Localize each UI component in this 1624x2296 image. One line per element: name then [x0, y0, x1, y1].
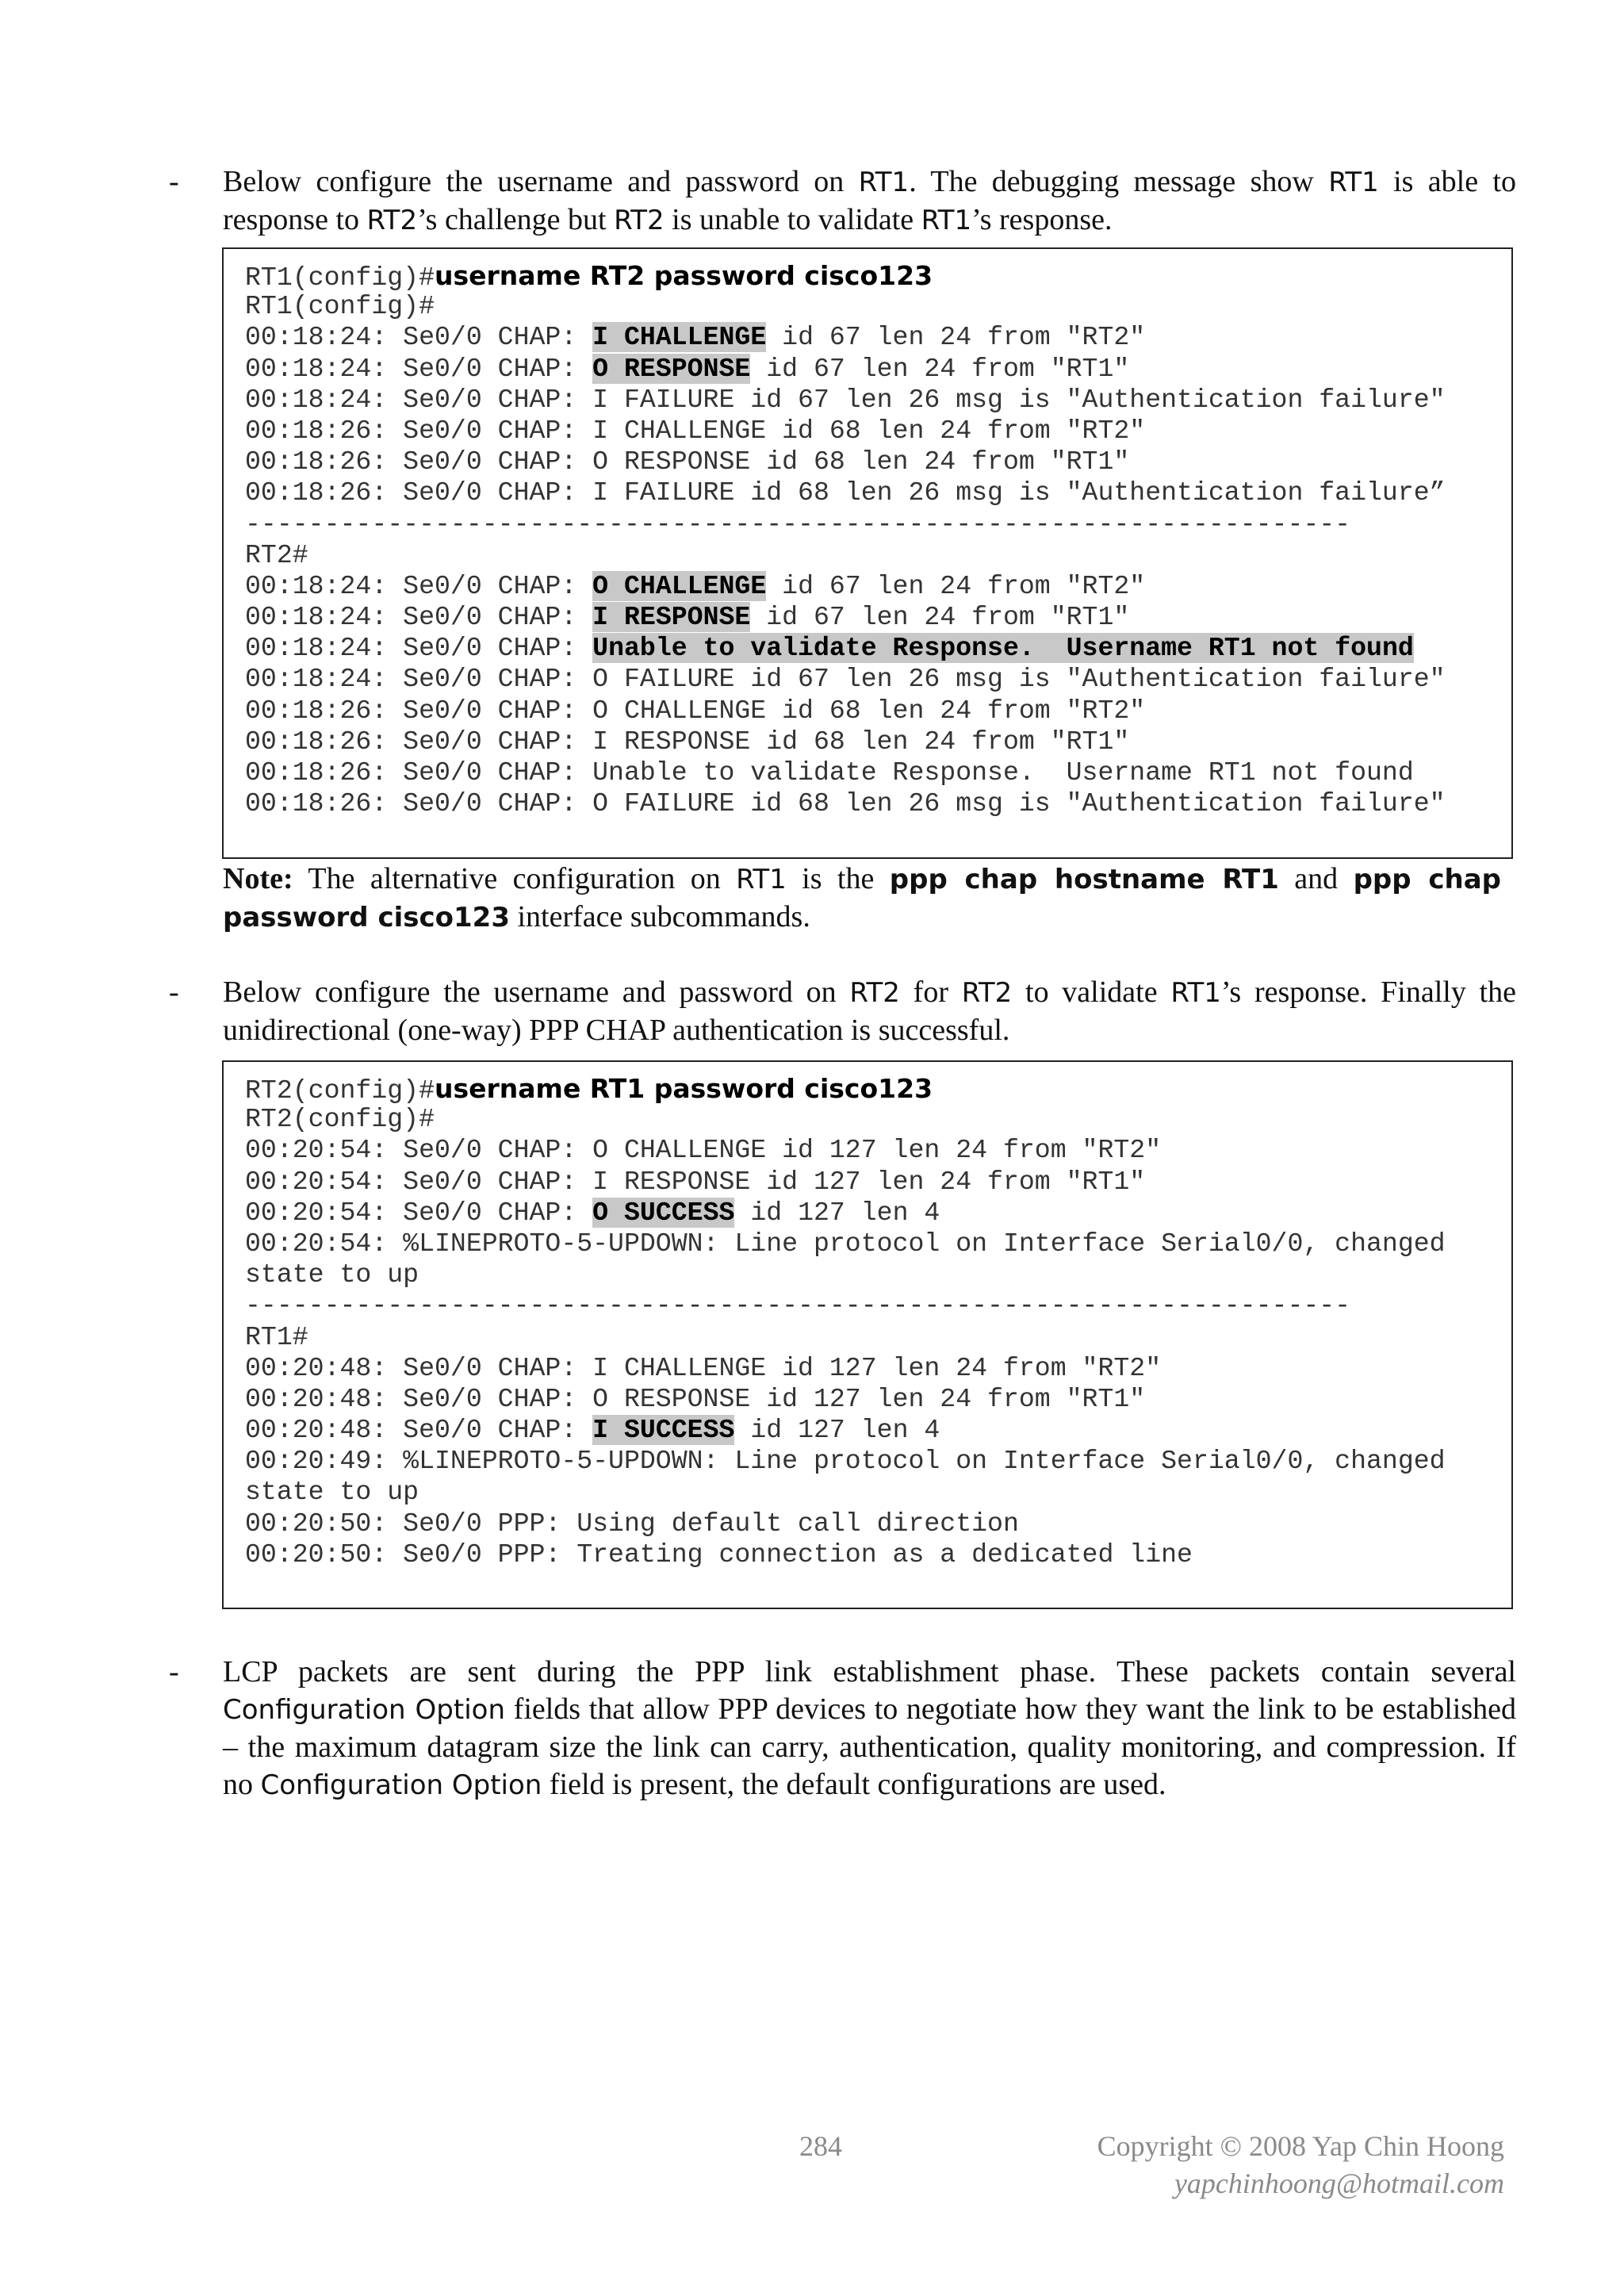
bullet-paragraph-2	[170, 974, 1516, 1053]
highlighted-text: O CHALLENGE	[592, 570, 767, 601]
code-line: RT2#	[245, 539, 308, 570]
bullet-paragraph-1	[170, 163, 1516, 243]
highlighted-text: Unable to validate Response. Username RT1 not found	[592, 633, 1414, 664]
highlighted-text: I CHALLENGE	[592, 322, 767, 353]
page-number: 284	[799, 2130, 842, 2162]
paragraph-text: Below configure the username and password on RT2 for RT2 to validate RT1’s response. Finally the unidirectional (one-way) PPP CHAP authentication is successful.	[223, 976, 1516, 1047]
code-line: 00:18:24: Se0/0 CHAP: O CHALLENGE id 67 len 24 from "RT2"	[245, 570, 1146, 601]
code-line: 00:20:48: Se0/0 CHAP: I CHALLENGE id 127 len 24 from "RT2"	[245, 1352, 1162, 1383]
code-line: 00:18:26: Se0/0 CHAP: O RESPONSE id 68 len 24 from "RT1"	[245, 447, 1130, 477]
code-line: RT1#	[245, 1321, 308, 1352]
code-lines-rt2-debug	[245, 540, 1511, 820]
code-line: 00:18:24: Se0/0 CHAP: I RESPONSE id 67 len 24 from "RT1"	[245, 602, 1130, 633]
code-line: 00:18:24: Se0/0 CHAP: Unable to validate Response. Username RT1 not found	[245, 633, 1414, 664]
code-line-command: RT1(config)#username RT2 password cisco123	[245, 260, 933, 293]
note-paragraph: Note: The alternative configuration on RT1 is the ppp chap hostname RT1 and ppp chap password cisco123 interface subcommands.	[223, 862, 1501, 933]
paragraph-text: Below configure the username and password on RT1. The debugging message show RT1 is able to response to RT2’s challenge but RT2 is unable to validate RT1’s response.	[223, 165, 1516, 236]
code-line: 00:18:24: Se0/0 CHAP: I CHALLENGE id 67 len 24 from "RT2"	[245, 322, 1146, 353]
code-line: RT1(config)#	[245, 291, 435, 322]
bullet-dash: -	[169, 1655, 179, 1688]
code-line: 00:18:26: Se0/0 CHAP: O CHALLENGE id 68 len 24 from "RT2"	[245, 695, 1146, 726]
code-line: 00:20:54: %LINEPROTO-5-UPDOWN: Line protocol on Interface Serial0/0, changed	[245, 1228, 1446, 1259]
code-line: 00:18:26: Se0/0 CHAP: I CHALLENGE id 68 len 24 from "RT2"	[245, 415, 1146, 446]
bullet-dash: -	[169, 976, 179, 1009]
code-block-rt2-config	[222, 1060, 1513, 1609]
code-line: state to up	[245, 1477, 419, 1508]
code-line: 00:20:49: %LINEPROTO-5-UPDOWN: Line protocol on Interface Serial0/0, changed	[245, 1446, 1446, 1477]
code-line: 00:18:24: Se0/0 CHAP: O RESPONSE id 67 len 24 from "RT1"	[245, 353, 1130, 384]
code-line: 00:18:26: Se0/0 CHAP: I RESPONSE id 68 len 24 from "RT1"	[245, 726, 1130, 757]
bullet-dash: -	[169, 165, 179, 198]
footer-copyright: Copyright © 2008 Yap Chin Hoong	[1097, 2130, 1504, 2162]
code-separator: ----------------------------------------------------------------------	[245, 508, 1351, 539]
highlighted-text: O RESPONSE	[592, 353, 751, 384]
code-line: 00:18:26: Se0/0 CHAP: Unable to validate Response. Username RT1 not found	[245, 757, 1414, 788]
code-line: 00:18:26: Se0/0 CHAP: I FAILURE id 68 len 26 msg is "Authentication failure”	[245, 477, 1446, 508]
code-line: state to up	[245, 1259, 419, 1290]
code-line: 00:18:24: Se0/0 CHAP: O FAILURE id 67 len 26 msg is "Authentication failure"	[245, 664, 1446, 695]
bullet-paragraph-3	[170, 1654, 1516, 1812]
code-line: 00:18:26: Se0/0 CHAP: O FAILURE id 68 len 26 msg is "Authentication failure"	[245, 788, 1446, 819]
highlighted-text: O SUCCESS	[592, 1197, 735, 1228]
code-line: RT2(config)#	[245, 1104, 435, 1135]
code-line: 00:20:54: Se0/0 CHAP: O CHALLENGE id 127 len 24 from "RT2"	[245, 1135, 1162, 1166]
code-line-command: RT2(config)#username RT1 password cisco123	[245, 1073, 933, 1106]
footer-email: yapchinhoong@hotmail.com	[1174, 2168, 1504, 2199]
code-lines-rt2-debug	[245, 1104, 1511, 1290]
highlighted-text: I RESPONSE	[592, 602, 751, 633]
code-line: 00:20:50: Se0/0 PPP: Using default call direction	[245, 1508, 1019, 1539]
paragraph-text: LCP packets are sent during the PPP link establishment phase. These packets contain several Configuration Option fields that allow PPP devices to negotiate how they want the link to be established – the maximum datagram size the link can carry, authentication, quality monitoring, and compression. If no Configuration Option field is present, the default configurations are used.	[223, 1655, 1516, 1801]
code-line: 00:20:54: Se0/0 CHAP: O SUCCESS id 127 len 4	[245, 1197, 940, 1228]
code-block-rt1-config	[222, 247, 1513, 859]
code-line: 00:20:48: Se0/0 CHAP: I SUCCESS id 127 len 4	[245, 1415, 940, 1446]
highlighted-text: I SUCCESS	[592, 1415, 735, 1446]
code-lines-rt1-debug	[245, 1322, 1511, 1571]
code-separator: ----------------------------------------------------------------------	[245, 1290, 1351, 1321]
code-lines-rt1-debug	[245, 291, 1511, 508]
code-line: 00:20:54: Se0/0 CHAP: I RESPONSE id 127 len 24 from "RT1"	[245, 1166, 1146, 1197]
code-line: 00:20:50: Se0/0 PPP: Treating connection as a dedicated line	[245, 1539, 1193, 1570]
code-line: 00:20:48: Se0/0 CHAP: O RESPONSE id 127 len 24 from "RT1"	[245, 1383, 1146, 1414]
code-line: 00:18:24: Se0/0 CHAP: I FAILURE id 67 len 26 msg is "Authentication failure"	[245, 384, 1446, 415]
